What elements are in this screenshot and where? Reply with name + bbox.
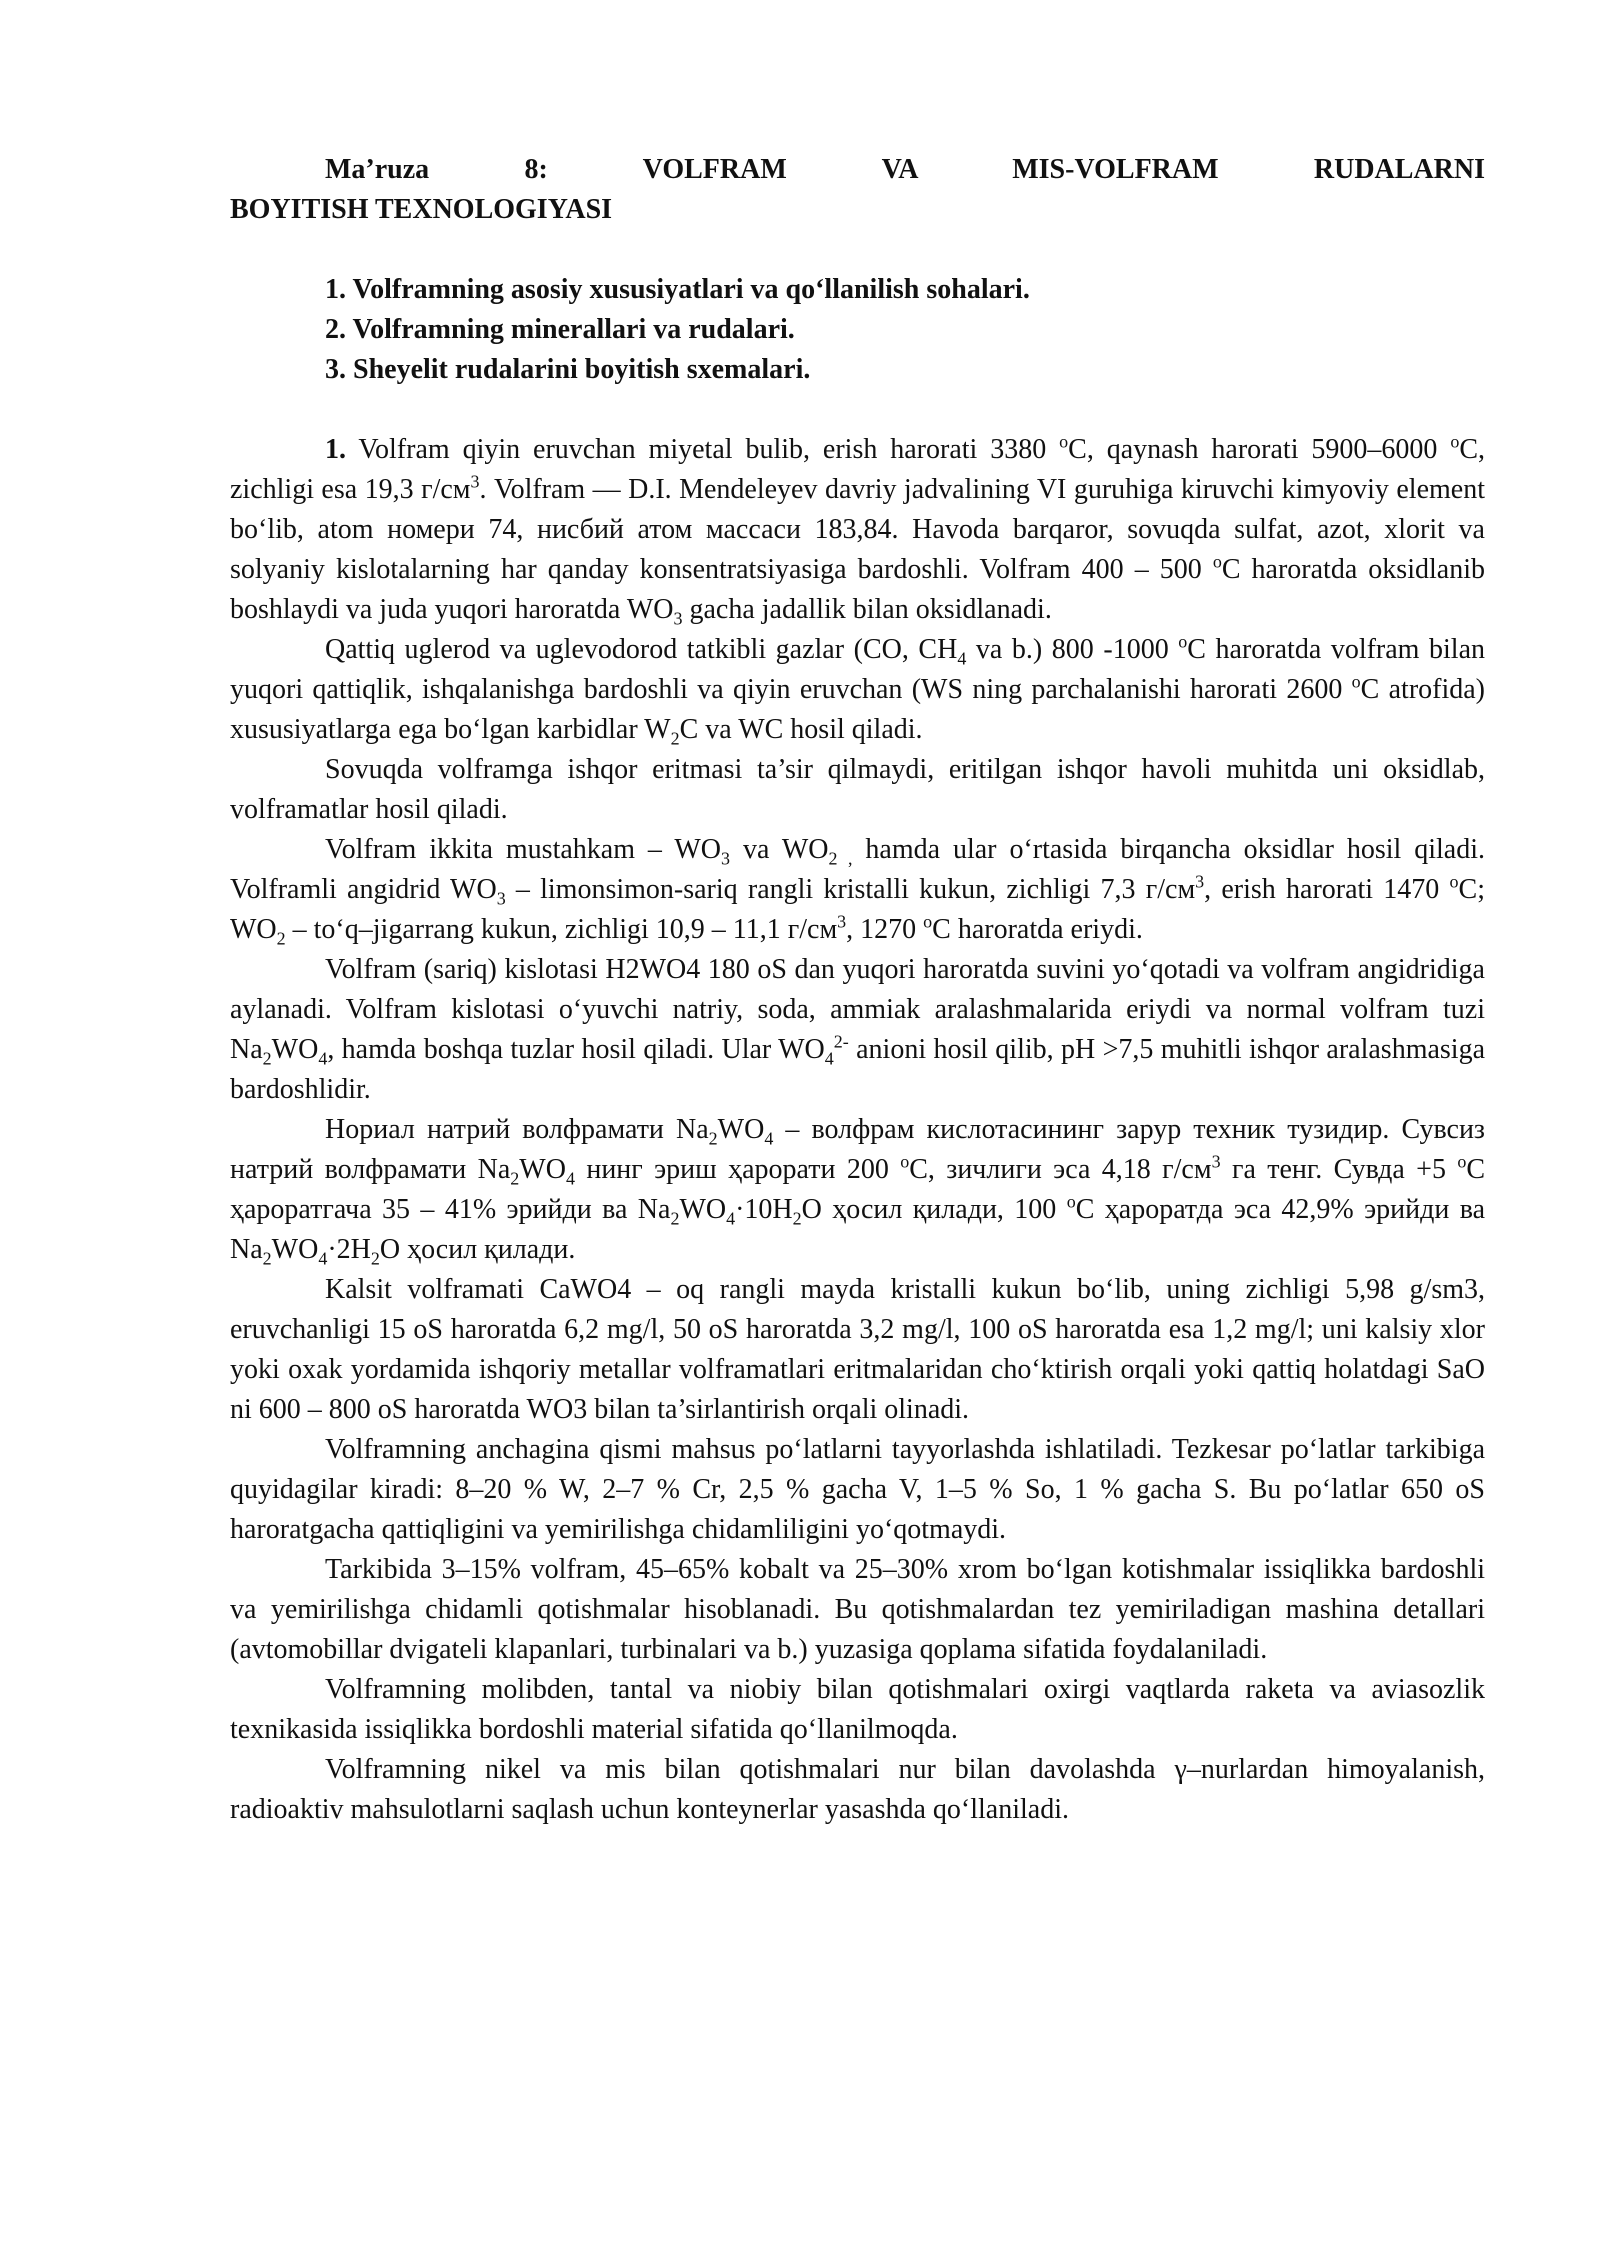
- text: C haroratda oksidlanib boshlaydi va juda yuqori haroratda WO: [230, 554, 1485, 625]
- section-number: 1.: [325, 434, 346, 465]
- text: Volfram (sariq) kislotasi H2WO4 180 oS dan yuqori haroratda suvini yo‘qotadi va volfram angidridiga aylanadi. Volfram kislotasi o‘yuvchi natriy, soda, ammiak aralashmalarida eriydi va normal volfram tuzi Na: [230, 954, 1485, 1065]
- text: hamda ular o‘rtasida birqancha oksidlar hosil qiladi. Volframli angidrid WO: [230, 834, 1486, 905]
- text: нинг эриш ҳарорати 200: [574, 1154, 901, 1185]
- subscript: 2: [262, 1248, 272, 1269]
- paragraph-1: [230, 430, 1485, 630]
- superscript: 2-: [833, 1031, 849, 1052]
- degree: o: [1450, 431, 1460, 452]
- text: – limonsimon-sariq rangli kristalli kukun, zichligi 7,3 г/см: [505, 874, 1196, 905]
- subscript: 4: [318, 1048, 328, 1069]
- text: , hamda boshqa tuzlar hosil qiladi. Ular WO: [327, 1034, 825, 1065]
- paragraph-8: Volframning anchagina qismi mahsus po‘latlarni tayyorlashda ishlatiladi. Tezkesar po‘latlar tarkibiga quyidagilar kiradi: 8–20 % W, 2–7 % Cr, 2,5 % gacha V, 1–5 % So, 1 % gacha S. Bu po‘latlar 650 oS haroratgacha qattiqligini va yemirilishga chidamliligini yo‘qotmaydi.: [230, 1434, 1485, 1545]
- subscript: 3: [721, 848, 731, 869]
- degree: o: [1351, 671, 1361, 692]
- lecture-title: [230, 150, 1485, 230]
- paragraph-10: Volframning molibden, tantal va niobiy bilan qotishmalari oxirgi vaqtlarda raketa va aviasozlik texnikasida issiqlikka bordoshli material sifatida qo‘llanilmoqda.: [230, 1674, 1485, 1745]
- lecture-outline: [230, 270, 1485, 390]
- subscript: 4: [957, 648, 967, 669]
- subscript: 2: [670, 1208, 680, 1229]
- text: Нориал натрий волфрамати Na: [325, 1114, 709, 1145]
- outline-item-2: 2. Volframning minerallari va rudalari.: [325, 314, 795, 345]
- degree: o: [1449, 871, 1459, 892]
- text: C ҳароратгача 35 – 41% эрийди ва Na: [230, 1154, 1486, 1225]
- subscript: 2: [370, 1248, 380, 1269]
- outline-item-1: 1. Volframning asosiy xususiyatlari va qo‘llanilish sohalari.: [325, 274, 1030, 305]
- text: WO: [271, 1234, 319, 1265]
- degree: o: [1178, 631, 1188, 652]
- text: C, зичлиги эса 4,18 г/см: [909, 1154, 1212, 1185]
- subscript: 2: [792, 1208, 802, 1229]
- text: – to‘q–jigarrang kukun, zichligi 10,9 – 11,1 г/см: [285, 914, 838, 945]
- superscript: 3: [1211, 1151, 1221, 1172]
- subscript: 4: [318, 1248, 328, 1269]
- outline-item-3: 3. Sheyelit rudalarini boyitish sxemalari.: [325, 354, 811, 385]
- paragraph-6: [230, 1110, 1485, 1270]
- paragraph-7: Kalsit volframati CaWO4 – oq rangli mayda kristalli kukun bo‘lib, uning zichligi 5,98 g/sm3, eruvchanligi 15 oS haroratda 6,2 mg/l, 50 oS haroratda 3,2 mg/l, 100 oS haroratda esa 1,2 mg/l; uni kalsiy xlor yoki oxak yordamida ishqoriy metallar volframatlari eritmalaridan cho‘ktirish orqali yoki qattiq holatdagi SaO ni 600 – 800 oS haroratda WO3 bilan ta’sirlantirish orqali olinadi.: [230, 1274, 1485, 1425]
- paragraph-5: [230, 950, 1485, 1110]
- degree: o: [1066, 1191, 1076, 1212]
- subscript: 3: [673, 608, 683, 629]
- superscript: 3: [837, 911, 847, 932]
- text: C, zichligi esa 19,3 г/см: [230, 434, 1485, 505]
- superscript: 3: [470, 471, 480, 492]
- subscript: 4: [565, 1168, 575, 1189]
- text: anioni hosil qilib, pH >7,5 muhitli ishqor aralashmasiga bardoshlidir.: [230, 1034, 1486, 1105]
- subscript: 2: [276, 928, 286, 949]
- subscript: 2: [510, 1168, 520, 1189]
- lecture-title-line-2: BOYITISH TEXNOLOGIYASI: [230, 194, 613, 225]
- text: O ҳосил қилади, 100: [801, 1194, 1067, 1225]
- paragraph-2: [230, 630, 1485, 750]
- superscript: 3: [1195, 871, 1205, 892]
- text: га тенг. Сувда +5: [1220, 1154, 1458, 1185]
- text: WO: [717, 1114, 765, 1145]
- text: gacha jadallik bilan oksidlanadi.: [682, 594, 1052, 625]
- degree: o: [1059, 431, 1069, 452]
- text: WO: [519, 1154, 566, 1185]
- text: WO: [679, 1194, 727, 1225]
- degree: o: [900, 1151, 910, 1172]
- subscript: 2 ,: [828, 848, 853, 869]
- degree: o: [923, 911, 933, 932]
- text: ·2H: [327, 1234, 371, 1265]
- subscript: 2: [708, 1128, 718, 1149]
- text: – волфрам кислотасининг зарур техник тузидир. Сувсиз натрий волфрамати Na: [230, 1114, 1485, 1185]
- text: . Volfram — D.I. Mendeleyev davriy jadvalining VI guruhiga kiruvchi kimyoviy element bo‘lib, atom номери 74, нисбий атом массаси 183,84. Havoda barqaror, sovuqda sulfat, azot, xlorit va solyaniy kislotalarning har qanday konsentratsiyasiga bardoshli. Volfram 400 – 500: [230, 474, 1485, 585]
- text: WO: [271, 1034, 319, 1065]
- subscript: 4: [824, 1048, 834, 1069]
- paragraph-9: Tarkibida 3–15% volfram, 45–65% kobalt va 25–30% xrom bo‘lgan kotishmalar issiqlikka bardoshli va yemirilishga chidamli qotishmalar hisoblanadi. Bu qotishmalardan tez yemiriladigan mashina detallari (avtomobillar dvigateli klapanlari, turbinalari va b.) yuzasiga qoplama sifatida foydalaniladi.: [230, 1554, 1485, 1665]
- text: , 1270: [846, 914, 924, 945]
- text: va WO: [730, 834, 829, 865]
- lecture-title-line-1: Ma’ruza 8: VOLFRAM VA MIS-VOLFRAM RUDALARNI: [325, 154, 1485, 185]
- text: C ҳароратда эса 42,9% эрийди ва Na: [230, 1194, 1485, 1265]
- subscript: 2: [670, 728, 680, 749]
- text: C haroratda volfram bilan yuqori qattiqlik, ishqalanishga bardoshli va qiyin eruvchan (WS ning parchalanishi harorati 2600: [230, 634, 1486, 705]
- subscript: 2: [262, 1048, 272, 1069]
- text: ·10H: [735, 1194, 793, 1225]
- text: C; WO: [230, 874, 1485, 945]
- text: va b.) 800 -1000: [966, 634, 1179, 665]
- subscript: 4: [726, 1208, 736, 1229]
- text: C va WC hosil qiladi.: [679, 714, 923, 745]
- paragraph-4: [230, 830, 1485, 950]
- text: C, qaynash harorati 5900–6000: [1068, 434, 1451, 465]
- paragraph-3: Sovuqda volframga ishqor eritmasi ta’sir qilmaydi, eritilgan ishqor havoli muhitda uni oksidlab, volframatlar hosil qiladi.: [230, 754, 1485, 825]
- text: Volfram ikkita mustahkam – WO: [325, 834, 722, 865]
- text: C haroratda eriydi.: [932, 914, 1143, 945]
- degree: o: [1457, 1151, 1467, 1172]
- paragraph-11: Volframning nikel va mis bilan qotishmalari nur bilan davolashda γ–nurlardan himoyalanish, radioaktiv mahsulotlarni saqlash uchun konteynerlar yasashda qo‘llaniladi.: [230, 1754, 1485, 1825]
- subscript: 3: [496, 888, 506, 909]
- text: C atrofida) xususiyatlarga ega bo‘lgan karbidlar W: [230, 674, 1485, 745]
- text: , erish harorati 1470: [1204, 874, 1450, 905]
- degree: o: [1212, 551, 1222, 572]
- subscript: 4: [764, 1128, 774, 1149]
- text: Volfram qiyin eruvchan miyetal bulib, erish harorati 3380: [346, 434, 1060, 465]
- text: O ҳосил қилади.: [379, 1234, 576, 1265]
- text: Qattiq uglerod va uglevodorod tatkibli gazlar (CO, CH: [325, 634, 958, 665]
